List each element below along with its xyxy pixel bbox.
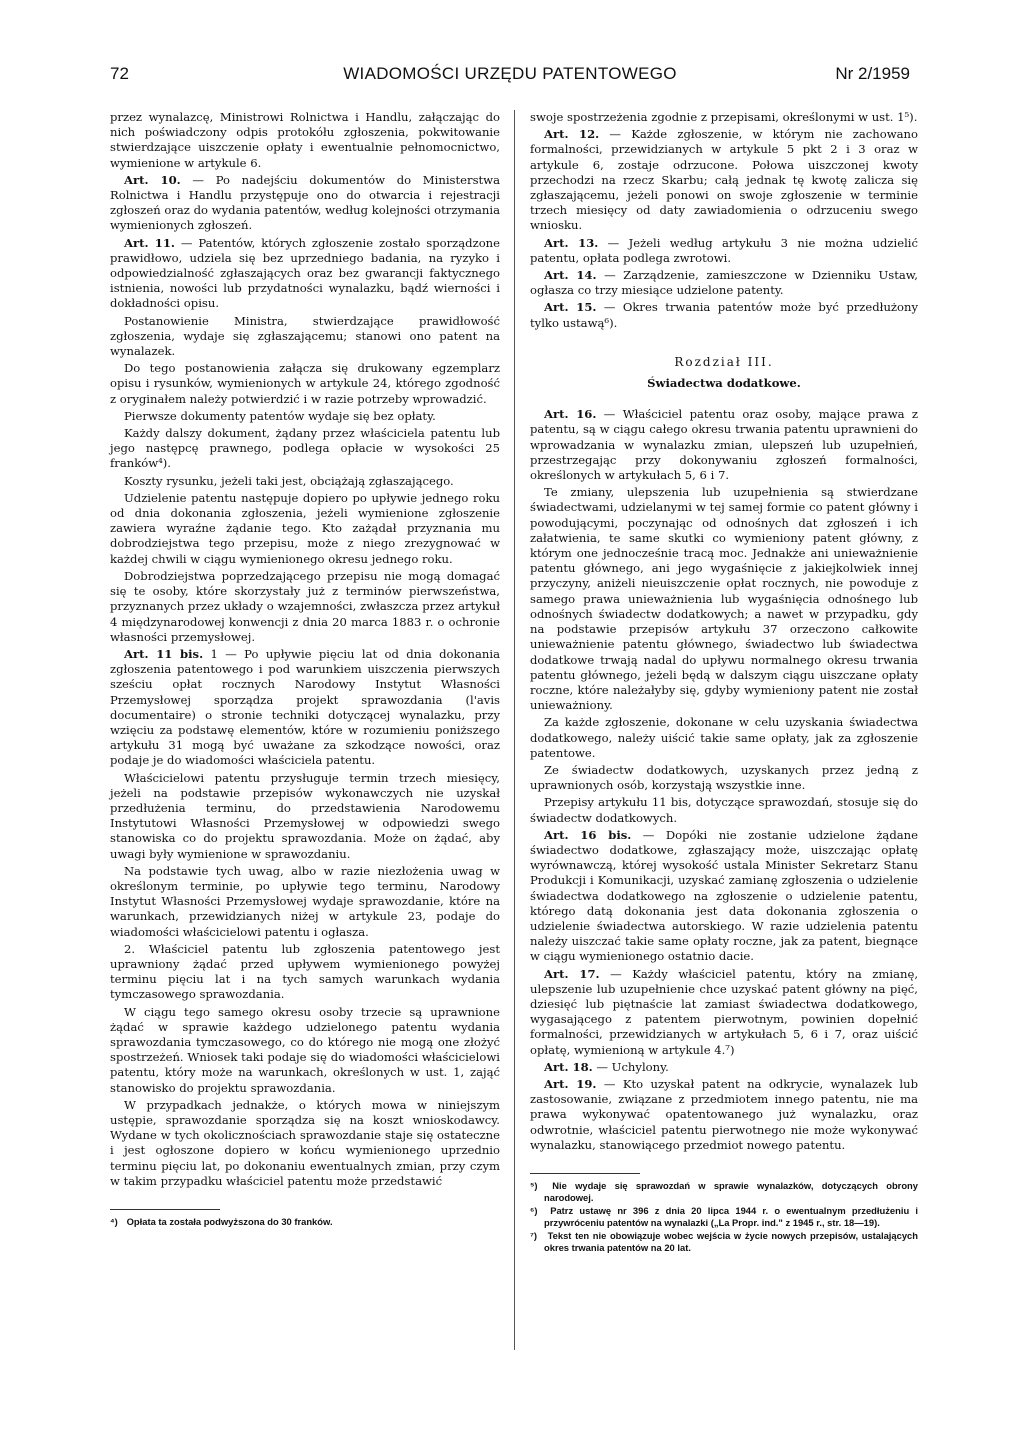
paragraph-text: — Dopóki nie zostanie udzielone żądane świadectwo dodatkowe, zgłaszający może, uiszczając opłatę wyrównawczą, której wysokość ustala Minister Sekretarz Stanu Produkcji i Komunikacji, uzyskać zamianę zgłoszenia o udzielenie świadectwa dodatkowego na zgłoszenie o udzielenie patentu, którego datą dokonania jest data dokonania zgłoszenia o udzielenie świadectwa autorskiego. W razie udzielenia patentu należy uiszczać takie same opłaty roczne, jak za patent, biegnące w ciągu wymienionego ostatnio dacie. [530,827,919,964]
paragraph-text: — Zarządzenie, zamieszczone w Dzienniku Ustaw, ogłasza co trzy miesiące udzielone patenty. [530,268,918,298]
paragraph [110,361,500,407]
paragraph-text: Postanowienie Ministra, stwierdzające prawidłowość zgłoszenia, wydaje się zgłaszającemu; stanowi ono patent na wynalazek. [110,313,500,359]
paragraph [110,110,500,171]
paragraph [110,426,500,472]
paragraph [530,1060,918,1075]
article-number: Art. 16 bis. [544,827,632,842]
paragraph [110,491,500,567]
paragraph [530,127,918,233]
paragraph [110,864,500,940]
left-column [110,110,500,1229]
paragraph-text: Do tego postanowienia załącza się drukowany egzemplarz opisu i rysunków, wymienionych w artykule 24, którego zgodność z oryginałem należy potwierdzić i w razie potrzeby wprowadzić. [110,361,500,406]
paragraph-text: Każdy dalszy dokument, żądany przez właściciela patentu lub jego następcę prawnego, podlega opłacie w wysokości 25 franków⁴). [110,426,500,471]
paragraph-text: — Uchylony. [592,1059,669,1074]
paragraph-text: Te zmiany, ulepszenia lub uzupełnienia są stwierdzane świadectwami, udzielanymi w tej samej formie co patent główny i powodującymi, poczynając od odnośnych dat zgłoszeń i ich załatwienia, te same skutki co wymieniony patent główny, z którym one jednocześnie tracą moc. Jednakże ani unieważnienie patentu głównego, ani jego wygaśnięcie z jakiejkolwiek innej przyczyny, aniżeli nieuiszczenie opłat rocznych, nie powoduje z samego prawa unieważnienia lub wygaśnięcia odnośnego lub odnośnych świadectw dodatkowych; a nawet w przypadku, gdy na podstawie przepisów artykułu 37 orzeczono całkowite unieważnienie patentu głównego, świadectwo lub świadectwa dodatkowe trwają nadal do upływu normalnego okresu trwania patentu głównego, jeżeli będą w dalszym ciągu uiszczane opłaty roczne, które należałyby się, gdyby wymieniony patent nie został unieważniony. [530,485,918,713]
paragraph-text: 1 — Po upływie pięciu lat od dnia dokonania zgłoszenia patentowego i pod warunkiem uiszczenia pierwszych sześciu opłat rocznych Narodowy Instytut Własności Przemysłowej sporządza projekt sprawozdania (l'avis documentaire) o stronie techniki dotyczącej wynalazku, przy wzięciu za podstawę elementów, które w rozumieniu poniższego artykułu 31 mogą być uważane za szkodzące nowości, oraz podaje je do wiadomości właściciela patentu. [110,646,500,768]
footnote-mark: ⁷) [530,1230,537,1241]
paragraph-text: Koszty rysunku, jeżeli taki jest, obciążają zgłaszającego. [124,473,454,488]
footnote-mark: ⁴) [110,1216,118,1228]
chapter-title: Świadectwa dodatkowe. [647,376,801,391]
paragraph [530,795,918,825]
paragraph [110,942,500,1003]
right-column-bottom [530,407,918,1153]
footnote [110,1216,500,1228]
paragraph [530,236,918,266]
paragraph [110,173,500,234]
right-column-top [530,110,918,331]
paragraph-text: — Każdy właściciel patentu, który na zmianę, ulepszenie lub uzupełnienie chce uzyskać patent główny na pięć, dziesięć lub piętnaście lat zamiast świadectwa dodatkowego, wygasającego z patentem pierwotnym, powinien dopełnić formalności, przewidzianych w artykułach 5, 6 i 7, oraz uiścić opłatę, wymienioną w artykule 4.⁷) [530,966,919,1057]
paragraph-text: — Po nadejściu dokumentów do Ministerstwa Rolnictwa i Handlu przystępuje ono do otwarcia i rejestracji zgłoszeń oraz do wydania patentów, według kolejności otrzymania wymienionych zgłoszeń. [110,172,501,233]
paragraph-text: Za każde zgłoszenie, dokonane w celu uzyskania świadectwa dodatkowego, należy uiścić takie same opłaty, jak za zgłoszenie patentowe. [530,715,918,760]
paragraph-text: Przepisy artykułu 11 bis, dotyczące sprawozdań, stosuje się do świadectw dodatkowych. [530,795,918,825]
paragraph [530,1077,918,1153]
paragraph [110,409,500,424]
paragraph [530,828,918,965]
paragraph-text: Na podstawie tych uwag, albo w razie niezłożenia uwag w określonym terminie, po upływie tego terminu, Narodowy Instytut Własności Przemysłowej wydaje sprawozdanie, które na warunkach, przewidzianych niżej w artykule 23, podaje do wiadomości właścicielowi patentu i ogłasza. [110,863,500,939]
footnote [530,1205,918,1229]
paragraph [110,474,500,489]
article-number: Art. 11. [124,235,175,250]
footnote-text: Tekst ten nie obowiązuje wobec wejścia w życie nowych przepisów, ustalających okres trwania patentów na 20 lat. [544,1230,918,1253]
paragraph-text: 2. Właściciel patentu lub zgłoszenia patentowego jest uprawniony żądać przed upływem wymienionego powyżej terminu pięciu lat i na tych samych warunkach wydania tymczasowego sprawozdania. [110,941,500,1002]
article-number: Art. 14. [544,268,597,283]
paragraph [110,236,500,312]
footnote-rule [530,1173,640,1174]
left-footnotes [110,1216,500,1228]
paragraph-text: — Kto uzyskał patent na odkrycie, wynalazek lub zastosowanie, związane z przedmiotem innego patentu, nie ma prawa wykonywać opatentowanego już wynalazku, oraz odwrotnie, właściciel patentu pierwotnego nie może wykonywać wynalazku, stanowiącego przedmiot nowego patentu. [530,1076,918,1152]
paragraph [530,715,918,761]
paragraph-text: — Każde zgłoszenie, w którym nie zachowano formalności, przewidzianych w artykule 5 pkt 2 i 3 oraz w artykule 6, zostaje odrzucone. Połowa uiszczonej kwoty przechodzi na rzecz Skarbu; całą jednak tę kwotę zalicza się zgłaszającemu, jeżeli ponowi on swoje zgłoszenie w terminie trzech miesięcy od daty zawiadomienia o odrzuceniu swego wniosku. [530,127,919,233]
article-number: Art. 15. [544,300,597,315]
paragraph [110,314,500,360]
paragraph-text: Udzielenie patentu następuje dopiero po upływie jednego roku od dnia dokonania zgłoszenia, jeżeli wymienione zgłoszenie zawiera wyraźne żądanie tego. Kto zażądał przyznania mu dobrodziejstwa tego przepisu, może z niego zrezygnować w każdej chwili w ciągu wymienionego okresu jednego roku. [110,490,500,566]
paragraph [530,485,918,713]
footnote-mark: ⁵) [530,1180,538,1191]
journal-title: WIADOMOŚCI URZĘDU PATENTOWEGO [343,64,677,83]
paragraph-text: Ze świadectw dodatkowych, uzyskanych przez jedną z uprawnionych osób, korzystają wszystkie inne. [530,762,918,793]
paragraph-text: Pierwsze dokumenty patentów wydaje się bez opłaty. [124,408,436,423]
article-number: Art. 18. [544,1059,593,1074]
right-footnotes [530,1180,918,1254]
left-column-body [110,110,500,1189]
paragraph [530,967,918,1058]
paragraph [110,569,500,645]
footnote-rule [110,1209,220,1210]
article-number: Art. 10. [124,172,181,187]
column-divider [514,110,515,1350]
article-number: Art. 19. [544,1076,597,1091]
article-number: Art. 16. [544,407,597,422]
paragraph-text: Właścicielowi patentu przysługuje termin trzech miesięcy, jeżeli na podstawie przepisów wykonawczych nie uzyskał przedłużenia terminu, do przedstawienia Narodowemu Instytutowi Własności Przemysłowej w odpowiedzi swego stanowiska co do projektu sprawozdania. Może on żądać, aby uwagi były wymienione w sprawozdaniu. [110,770,500,861]
paragraph [530,110,918,125]
article-number: Art. 12. [544,127,600,142]
footnote-text: Nie wydaje się sprawozdań w sprawie wynalazków, dotyczących obrony narodowej. [544,1180,918,1203]
footnote-text: Opłata ta została podwyższona do 30 franków. [124,1216,333,1228]
paragraph-text: Dobrodziejstwa poprzedzającego przepisu nie mogą domagać się te osoby, które skorzystały już z terminów pierwszeństwa, przyznanych przez układy o wzajemności, zwłaszcza przez artykuł 4 międzynarodowej konwencji z dnia 20 marca 1883 r. o ochronie własności przemysłowej. [110,568,500,644]
paragraph-text: W ciągu tego samego okresu osoby trzecie są uprawnione żądać w sprawie każdego udzielonego patentu wydania sprawozdania tymczasowego, co do którego nie mogą one złożyć spostrzeżeń. Wniosek taki podaje się do wiadomości właścicielowi patentu, który może na warunkach, określonych w ust. 1, zająć stanowisko do projektu sprawozdania. [110,1004,500,1095]
paragraph-text: swoje spostrzeżenia zgodnie z przepisami, określonymi w ust. 1⁵). [530,110,918,124]
paragraph-text: W przypadkach jednakże, o których mowa w niniejszym ustępie, sprawozdanie sporządza się na koszt wnioskodawcy. Wydane w tych okolicznościach sprawozdanie staje się ostateczne i jest ogłoszone dopiero w końcu wymienionego uprzednio terminu pięciu lat, po dokonaniu ewentualnych zmian, przy czym w takim przypadku właściciel patentu może przedstawić [110,1097,500,1188]
paragraph-text: — Patentów, których zgłoszenie zostało sporządzone prawidłowo, udziela się bez uprzedniego badania, na ryzyko i odpowiedzialność zgłaszających oraz bez gwarancji faktycznego istnienia, nowości lub przydatności wynalazku, bądź wierności i dokładności opisu. [110,235,501,311]
footnote-text: Patrz ustawę nr 396 z dnia 20 lipca 1944 r. o ewentualnym przedłużeniu i przywróceniu patentów na wynalazki („La Propr. ind." z 1945 r., str. 18—19). [544,1205,918,1228]
paragraph [110,1005,500,1096]
paragraph [530,763,918,793]
paragraph [110,771,500,862]
right-column [530,110,918,1255]
paragraph-text: — Okres trwania patentów może być przedłużony tylko ustawą⁶). [530,300,919,330]
paragraph [110,647,500,769]
page-number: 72 [110,64,129,83]
paragraph-text: przez wynalazcę, Ministrowi Rolnictwa i Handlu, załączając do nich poświadczony odpis protokółu zgłoszenia, pokwitowanie stwierdzające uiszczenie opłaty i ewentualnie pełnomocnictwo, wymienione w artykule 6. [110,110,500,170]
page-header [110,64,910,92]
paragraph [530,300,918,330]
article-number: Art. 11 bis. [124,646,204,661]
paragraph [530,407,918,483]
issue-number: Nr 2/1959 [835,64,910,83]
paragraph [110,1098,500,1189]
paragraph-text: — Właściciel patentu oraz osoby, mające prawa z patentu, są w ciągu całego okresu trwania patentu uprawnieni do wprowadzania w wynalazku zmian, ulepszeń lub uzupełnień, przestrzegając przy dokonywaniu zgłoszeń formalności, określonych w artykułach 5, 6 i 7. [530,407,919,483]
paragraph [530,268,918,298]
footnote [530,1230,918,1254]
article-number: Art. 13. [544,235,599,250]
footnote [530,1180,918,1204]
article-number: Art. 17. [544,966,600,981]
paragraph-text: — Jeżeli według artykułu 3 nie można udzielić patentu, opłata podlega zwrotowi. [530,235,918,265]
chapter-label: Rozdział III. [674,354,774,369]
footnote-mark: ⁶) [530,1205,538,1216]
